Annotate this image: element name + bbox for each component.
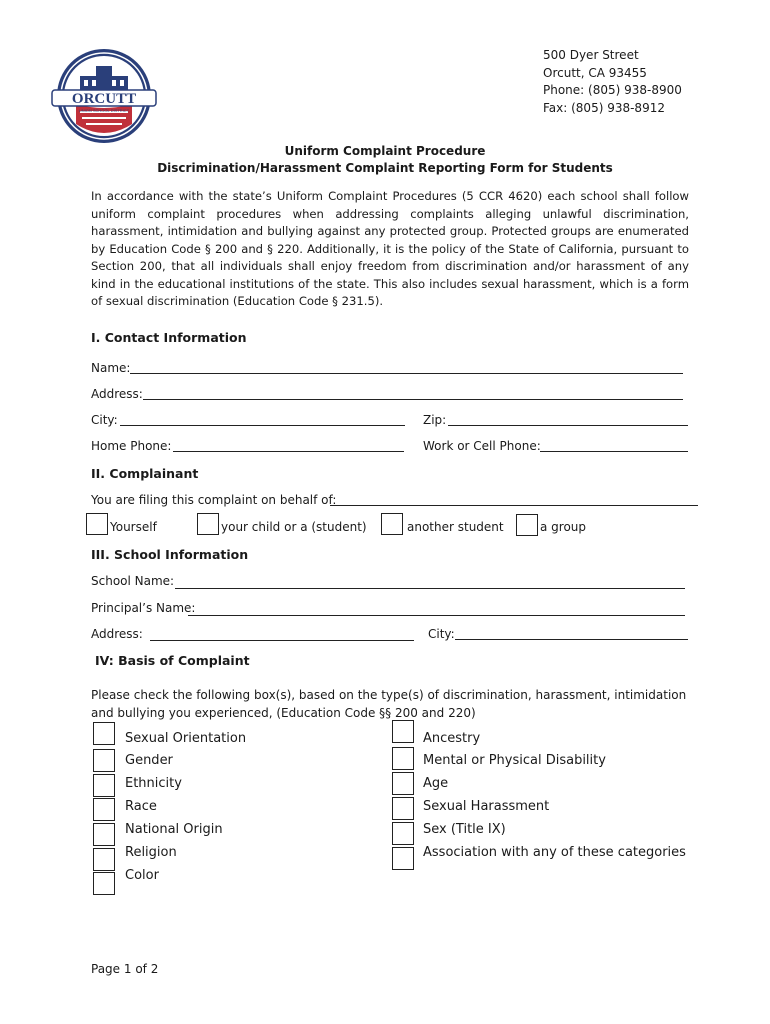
- district-address: [543, 47, 682, 117]
- checkbox-national-origin[interactable]: [93, 823, 115, 846]
- checkbox-ancestry[interactable]: [392, 720, 414, 743]
- cell-phone-field[interactable]: [540, 451, 688, 452]
- address-field[interactable]: [143, 399, 683, 400]
- page-number: Page 1 of 2: [91, 962, 159, 976]
- form-title: Uniform Complaint Procedure: [284, 144, 486, 158]
- school-city-label: City:: [428, 627, 455, 641]
- checkbox-yourself[interactable]: [86, 513, 108, 535]
- basis-sexual-harassment: Sexual Harassment: [423, 799, 550, 814]
- basis-association: Association with any of these categories: [423, 845, 686, 860]
- address-fax: Fax: (805) 938-8912: [543, 100, 665, 115]
- basis-age: Age: [423, 776, 449, 791]
- option-a-group: a group: [540, 520, 587, 534]
- district-logo: [50, 46, 158, 146]
- home-phone-label: Home Phone:: [91, 439, 172, 453]
- checkbox-your-child[interactable]: [197, 513, 219, 535]
- option-your-child: your child or a (student): [221, 520, 367, 534]
- cell-phone-label: Work or Cell Phone:: [423, 439, 541, 453]
- principal-field[interactable]: [188, 615, 685, 616]
- principal-label: Principal’s Name:: [91, 601, 196, 615]
- school-city-field[interactable]: [455, 639, 688, 640]
- basis-national-origin: National Origin: [125, 822, 223, 837]
- basis-ethnicity: Ethnicity: [125, 776, 182, 791]
- city-field[interactable]: [120, 425, 405, 426]
- school-heading: III. School Information: [91, 547, 249, 562]
- basis-heading: IV: Basis of Complaint: [95, 653, 250, 668]
- checkbox-religion[interactable]: [93, 848, 115, 871]
- checkbox-another-student[interactable]: [381, 513, 403, 535]
- checkbox-race[interactable]: [93, 798, 115, 821]
- complainant-prompt: You are filing this complaint on behalf of:: [91, 493, 337, 507]
- form-subtitle: Discrimination/Harassment Complaint Reporting Form for Students: [157, 161, 613, 175]
- checkbox-disability[interactable]: [392, 747, 414, 770]
- intro-paragraph: In accordance with the state’s Uniform Complaint Procedures (5 CCR 4620) each school shall follow uniform complaint procedures when addressing complaints alleging unlawful discrimination, harassment, intimidation and bullying against any protected group. Protected groups are enumerated by Education Code § 200 and § 220. Additionally, it is the policy of the State of California, pursuant to Section 200, that all individuals shall enjoy freedom from discrimination and/or harassment of any kind in the educational institutions of the state. This also includes sexual harassment, which is a form of sexual discrimination (Education Code § 231.5).: [91, 189, 689, 308]
- basis-religion: Religion: [125, 845, 177, 860]
- checkbox-gender[interactable]: [93, 749, 115, 772]
- checkbox-a-group[interactable]: [516, 514, 538, 536]
- checkbox-sex-title-ix[interactable]: [392, 822, 414, 845]
- checkbox-ethnicity[interactable]: [93, 774, 115, 797]
- basis-ancestry: Ancestry: [423, 731, 481, 746]
- school-address-label: Address:: [91, 627, 143, 641]
- complainant-heading: II. Complainant: [91, 466, 199, 481]
- checkbox-sexual-harassment[interactable]: [392, 797, 414, 820]
- address-city: Orcutt, CA 93455: [543, 65, 647, 80]
- checkbox-sexual-orientation[interactable]: [93, 722, 115, 745]
- checkbox-association[interactable]: [392, 847, 414, 870]
- svg-text:UNION SCHOOL DISTRICT: UNION SCHOOL DISTRICT: [78, 108, 130, 113]
- checkbox-age[interactable]: [392, 772, 414, 795]
- address-phone: Phone: (805) 938-8900: [543, 83, 682, 97]
- behalf-field[interactable]: [330, 505, 698, 506]
- option-another-student: another student: [407, 520, 504, 534]
- contact-heading: I. Contact Information: [91, 330, 247, 345]
- zip-label: Zip:: [423, 413, 447, 427]
- school-name-field[interactable]: [175, 588, 685, 589]
- basis-instructions: Please check the following box(s), based on the type(s) of discrimination, harassment, intimidation and bullying you experienced, (Education Code §§ 200 and 220): [91, 688, 687, 720]
- basis-sexual-orientation: Sexual Orientation: [125, 731, 247, 746]
- basis-color: Color: [125, 868, 159, 883]
- option-yourself: Yourself: [110, 520, 157, 534]
- home-phone-field[interactable]: [173, 451, 404, 452]
- address-label: Address:: [91, 387, 143, 401]
- name-field[interactable]: [130, 373, 683, 374]
- basis-gender: Gender: [125, 753, 173, 768]
- svg-text:ORCUTT: ORCUTT: [71, 91, 137, 107]
- checkbox-color[interactable]: [93, 872, 115, 895]
- basis-sex-title-ix: Sex (Title IX): [423, 822, 506, 837]
- school-name-label: School Name:: [91, 574, 175, 588]
- city-label: City:: [91, 413, 118, 427]
- zip-field[interactable]: [448, 425, 688, 426]
- address-street: 500 Dyer Street: [543, 48, 639, 62]
- basis-disability: Mental or Physical Disability: [423, 753, 606, 768]
- basis-race: Race: [125, 799, 157, 814]
- school-address-field[interactable]: [150, 640, 414, 641]
- name-label: Name:: [91, 361, 131, 375]
